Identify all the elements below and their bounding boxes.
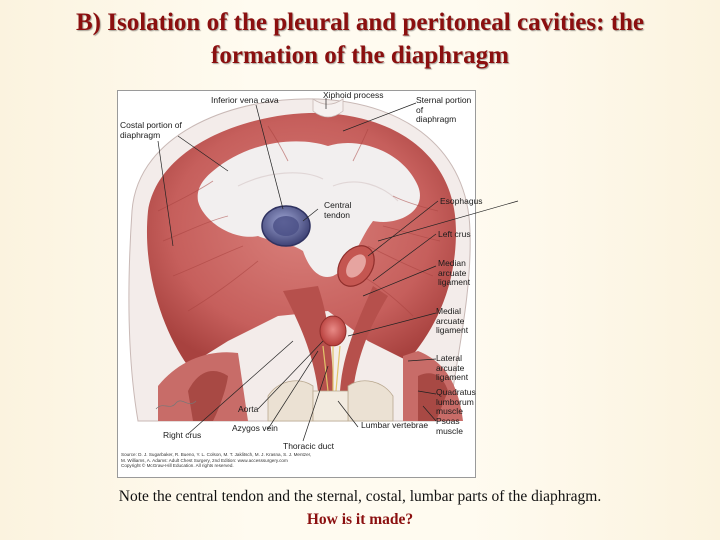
label-costal-portion: Costal portion of diaphragm <box>120 120 182 140</box>
label-lumbar-vertebrae: Lumbar vertebrae <box>361 420 429 430</box>
label-aorta: Aorta <box>238 404 259 414</box>
figure-caption: Note the central tendon and the sternal, costal, lumbar parts of the diaphragm. <box>118 488 602 505</box>
label-azygos-vein: Azygos vein <box>232 423 278 433</box>
label-sternal-portion: Sternal portion of diaphragm <box>416 95 472 124</box>
label-inferior-vena-cava: Inferior vena cava <box>211 95 279 105</box>
label-central-tendon: Central tendon <box>324 200 352 220</box>
label-medial-arcuate-ligament: Medial arcuate ligament <box>436 306 469 335</box>
aorta <box>320 316 346 346</box>
label-thoracic-duct: Thoracic duct <box>283 441 335 451</box>
label-lateral-arcuate-ligament: Lateral arcuate ligament <box>436 353 469 382</box>
title-line-1: B) Isolation of the pleural and peritoneal cavities: the <box>75 9 645 36</box>
label-quadratus-lumborum: Quadratus lumborum muscle <box>436 387 476 416</box>
label-esophagus: Esophagus <box>440 196 483 206</box>
slide-title <box>0 6 720 72</box>
label-psoas-muscle: Psoas muscle <box>436 416 463 436</box>
label-median-arcuate-ligament: Median arcuate ligament <box>438 258 471 287</box>
label-right-crus: Right crus <box>163 430 202 440</box>
diaphragm-illustration <box>117 90 483 478</box>
question-prompt: How is it made? <box>306 511 414 528</box>
label-xiphoid-process: Xiphoid process <box>323 90 384 100</box>
title-line-2: formation of the diaphragm <box>211 42 509 69</box>
figure-source-credit: Source: D. J. Sugarbaker, R. Bueno, Y. L. Colson, M. T. Jaklitsch, M. J. Krasna, S. J. Mentzer, M. Williams, A. Adams: Adult Chest Surgery, 2nd Edition: www.accesssurgery.com Copyright © McGraw-Hill Education. All rights reserved. <box>121 452 312 468</box>
label-left-crus: Left crus <box>438 229 471 239</box>
